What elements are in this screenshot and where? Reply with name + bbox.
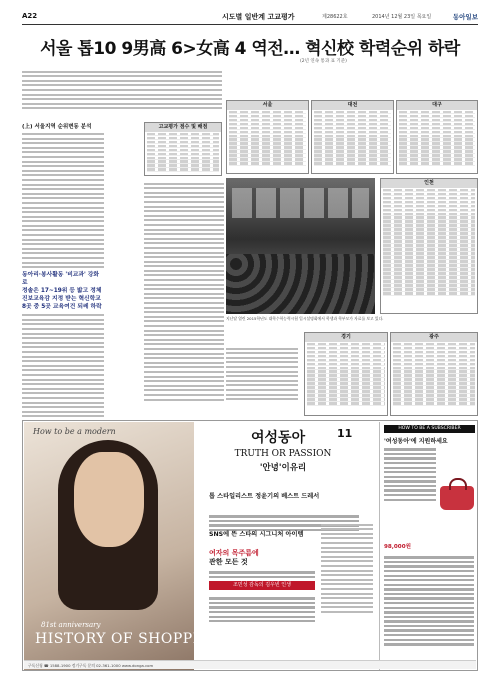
pull-quote-line-3: 진보교육감 지정 받는 혁신학교	[22, 296, 101, 303]
issue-number: 제28622호	[322, 14, 348, 20]
article-body-1	[22, 133, 104, 268]
ad-red-tag: 조민성 감독의 김우빈 인생	[209, 581, 315, 590]
lead-paragraph	[22, 68, 222, 116]
ad-feature-3-line-1: 여자의 목주름에	[209, 549, 259, 557]
ranking-table-seoul-header: 서울	[227, 101, 308, 110]
magazine-advertisement[interactable]	[22, 420, 478, 671]
gift-bag-image	[440, 486, 474, 510]
ad-footer-contacts: 구독신청 ☎ 1588-1900 정기구독 문의 02-361-1000 www.donga.com	[24, 660, 476, 669]
score-table-rows	[145, 133, 221, 172]
magazine-issue-number: 11	[337, 427, 353, 440]
subscription-details	[384, 554, 474, 648]
model-face	[74, 452, 144, 547]
ranking-table-daejeon-rows	[312, 111, 393, 166]
ranking-table-gyeonggi-rows	[305, 343, 387, 406]
ranking-table-incheon-rows	[381, 189, 477, 296]
photo-crowd	[226, 254, 375, 314]
ranking-table-daegu-header: 대구	[397, 101, 477, 110]
ad-feature-3	[209, 549, 315, 567]
page-number: A22	[22, 12, 38, 20]
subscription-body	[384, 446, 436, 503]
ad-feature-2: SNS에 뜬 스타의 시그니처 아이템	[209, 531, 304, 538]
subscription-panel[interactable]	[379, 422, 478, 670]
ranking-table-gwangju-rows	[391, 343, 477, 406]
subscription-title: '여성동아'에 지원하세요	[384, 438, 448, 445]
article-body-4	[226, 348, 298, 401]
pull-quote-line-2: 정솔은 17~19위 등 밟고 정체	[22, 288, 102, 295]
ranking-table-gyeonggi-header: 경기	[305, 333, 387, 342]
pull-quote-line-1: 동아리·봉사활동 '비교과' 강화로	[22, 272, 99, 287]
subscription-header: HOW TO BE A SUBSCRIBER	[384, 425, 475, 433]
page-header	[22, 12, 478, 25]
ranking-table-gwangju-header: 광주	[391, 333, 477, 342]
table-source-note: (2년 연속 통과 표 기준)	[300, 59, 347, 64]
subscription-price: 98,000원	[384, 544, 411, 550]
score-table	[144, 122, 222, 176]
seminar-photo	[226, 178, 375, 314]
ranking-table-daejeon-header: 대전	[312, 101, 393, 110]
ad-how-to-tagline: How to be a modern	[33, 427, 116, 436]
ranking-table-daegu	[396, 100, 478, 174]
ranking-table-daejeon	[311, 100, 394, 174]
article-body-3	[144, 183, 224, 401]
ranking-table-seoul	[226, 100, 309, 174]
ad-truth-headline: TRUTH OR PASSION	[234, 449, 332, 459]
ad-history-title: HISTORY OF SHOPPING	[35, 631, 224, 647]
ad-bottom-body	[209, 595, 315, 625]
ad-feature-3-line-2: 관한 모든 것	[209, 558, 248, 566]
ad-middle-column	[321, 521, 373, 615]
ad-feature-1: 톱 스타일리스트 정윤기의 베스트 드레서	[209, 493, 320, 500]
ranking-table-incheon-header: 인천	[381, 179, 477, 188]
ad-feature-3-body	[209, 569, 315, 580]
photo-caption: 지난달 열린 2015학년도 대학수학능력시험 입시설명회에서 학생과 학부모가 자료를 보고 있다.	[226, 316, 384, 321]
article-column-3	[226, 345, 298, 403]
photo-boards	[232, 188, 369, 218]
ranking-table-gyeonggi	[304, 332, 388, 416]
ad-cover-story: '안녕'이유리	[259, 463, 307, 473]
section-subhead-a: (上) 서울지역 순위변동 분석	[22, 124, 92, 130]
article-column-2	[144, 180, 224, 403]
section-title: 시도별 일반계 고교평가	[222, 13, 295, 21]
ranking-table-seoul-rows	[227, 111, 308, 166]
publish-date: 2014년 12월 23일 목요일	[372, 14, 432, 20]
ranking-table-gwangju	[390, 332, 478, 416]
pull-quote-line-4: 8곳 중 5곳 교육여건 되레 하락	[22, 304, 102, 311]
ranking-table-daegu-rows	[397, 111, 477, 166]
score-table-header: 고교평가 점수 및 배점	[145, 123, 221, 132]
main-headline: 서울 톱10 9男高 6>女高 4 역전… 혁신校 학력순위 하락	[40, 39, 460, 59]
ranking-table-incheon	[380, 178, 478, 314]
pull-quote	[22, 271, 104, 311]
magazine-title: 여성동아	[251, 430, 306, 446]
ad-anniversary: 81st anniversary	[41, 621, 101, 629]
paper-name: 동아일보	[452, 13, 478, 21]
